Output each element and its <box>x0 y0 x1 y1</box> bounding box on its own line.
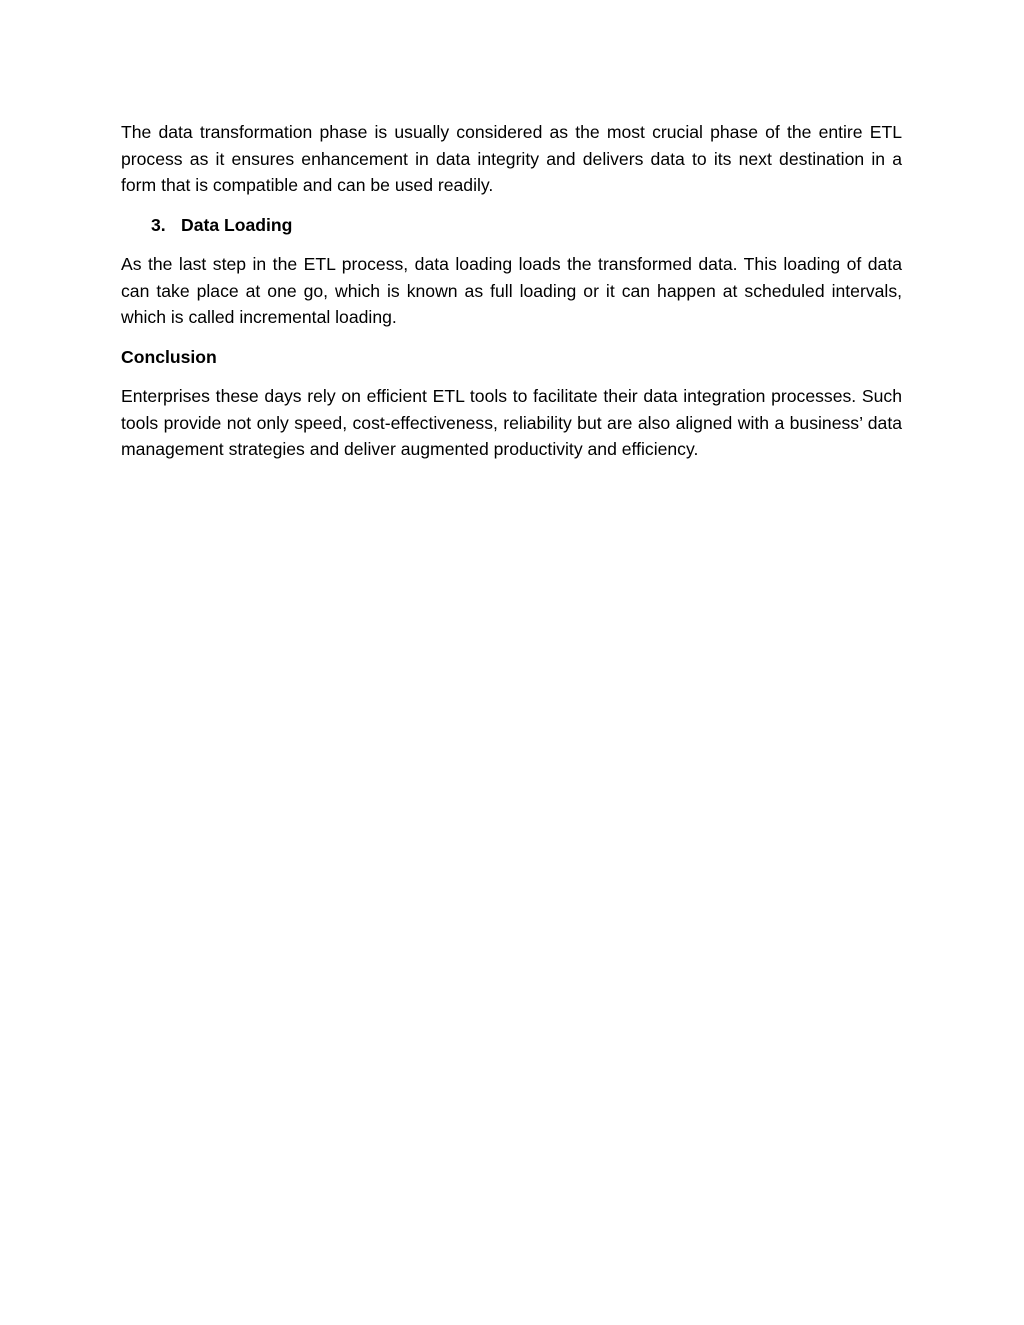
section-number: 3. <box>151 214 166 235</box>
conclusion-heading: Conclusion <box>121 346 217 367</box>
document-body <box>121 119 902 476</box>
paragraph-data-loading: As the last step in the ETL process, data loading loads the transformed data. This loading of data can take place at one go, which is known as full loading or it can happen at scheduled intervals, which is called incremental loading. <box>121 254 902 327</box>
paragraph-conclusion: Enterprises these days rely on efficient ETL tools to facilitate their data integration processes. Such tools provide not only speed, cost-effectiveness, reliability but are also aligned with a business’ data management strategies and deliver augmented productivity and efficiency. <box>121 386 902 459</box>
section-heading-data-loading <box>121 212 902 239</box>
paragraph-transformation: The data transformation phase is usually considered as the most crucial phase of the entire ETL process as it ensures enhancement in data integrity and delivers data to its next destination in a form that is compatible and can be used readily. <box>121 122 902 195</box>
section-title: Data Loading <box>181 214 293 235</box>
